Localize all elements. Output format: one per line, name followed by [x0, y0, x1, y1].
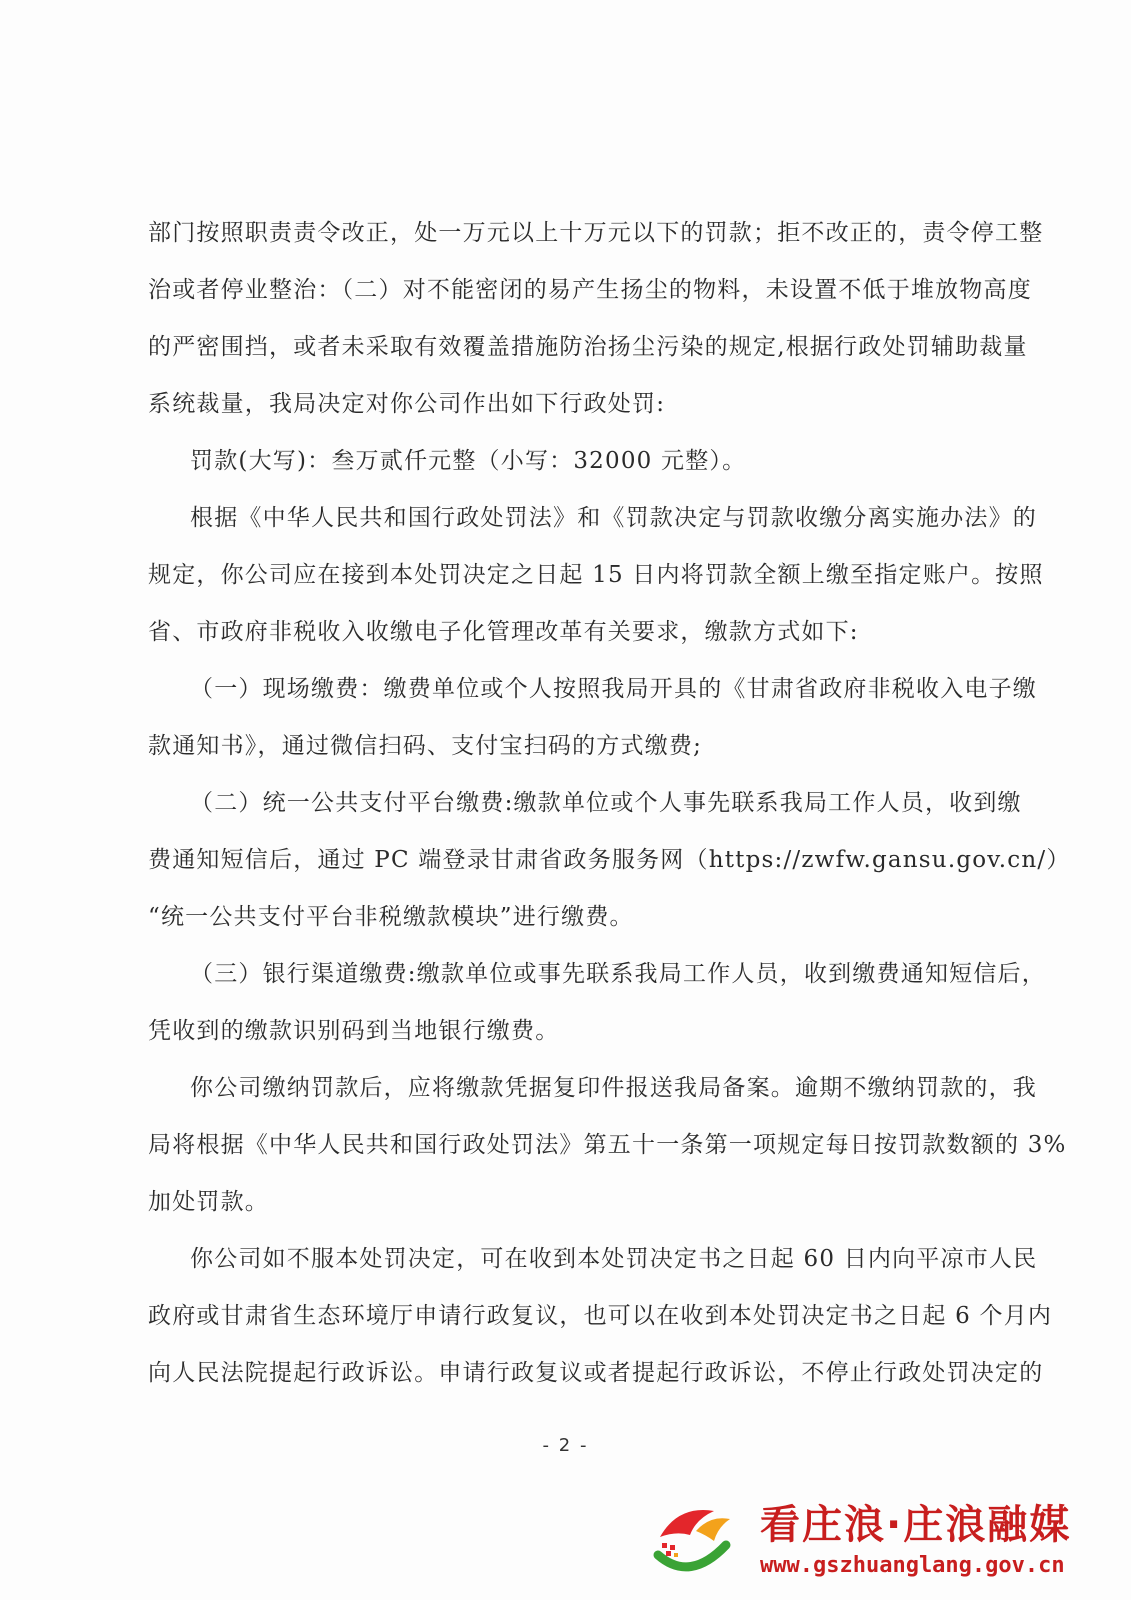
zhuanglang-media-logo-icon — [640, 1485, 740, 1585]
paragraph-line: 你公司如不服本处罚决定，可在收到本处罚决定书之日起 60 日内向平凉市人民 — [190, 1246, 1038, 1272]
paragraph-line: 凭收到的缴款识别码到当地银行缴费。 — [148, 1018, 560, 1044]
paragraph-line: 政府或甘肃省生态环境厅申请行政复议，也可以在收到本处罚决定书之日起 6 个月内 — [148, 1303, 1053, 1329]
paragraph-line: 系统裁量，我局决定对你公司作出如下行政处罚: — [148, 391, 666, 417]
paragraph-line: 向人民法院提起行政诉讼。申请行政复议或者提起行政诉讼，不停止行政处罚决定的 — [148, 1360, 1044, 1386]
media-watermark — [640, 1475, 1120, 1595]
page-number: - 2 - — [542, 1435, 589, 1456]
paragraph-line: 省、市政府非税收入收缴电子化管理改革有关要求，缴款方式如下: — [148, 619, 859, 645]
paragraph-line: 的严密围挡，或者未采取有效覆盖措施防治扬尘污染的规定,根据行政处罚辅助裁量 — [148, 334, 1028, 360]
fine-amount-line: 罚款(大写)：叁万贰仟元整（小写：32000 元整）。 — [190, 448, 747, 474]
payment-method-platform: （二）统一公共支付平台缴费:缴款单位或个人事先联系我局工作人员，收到缴 — [190, 790, 1022, 816]
payment-method-onsite: （一）现场缴费：缴费单位或个人按照我局开具的《甘肃省政府非税收入电子缴 — [190, 676, 1037, 702]
website-url: www.gszhuanglang.gov.cn — [760, 1553, 1065, 1578]
paragraph-line: 款通知书》，通过微信扫码、支付宝扫码的方式缴费; — [148, 733, 703, 759]
paragraph-line: 规定，你公司应在接到本处罚决定之日起 15 日内将罚款全额上缴至指定账户。按照 — [148, 562, 1044, 588]
paragraph-line: 部门按照职责责令改正，处一万元以上十万元以下的罚款；拒不改正的，责令停工整 — [148, 220, 1044, 246]
paragraph-line: “统一公共支付平台非税缴款模块”进行缴费。 — [148, 904, 634, 930]
paragraph-line: 你公司缴纳罚款后，应将缴款凭据复印件报送我局备案。逾期不缴纳罚款的，我 — [190, 1075, 1037, 1101]
paragraph-line: 治或者停业整治：（二）对不能密闭的易产生扬尘的物料，未设置不低于堆放物高度 — [148, 277, 1032, 303]
brand-name: 看庄浪·庄浪融媒 — [760, 1502, 1072, 1548]
paragraph-line: 加处罚款。 — [148, 1189, 269, 1215]
payment-method-bank: （三）银行渠道缴费:缴款单位或事先联系我局工作人员，收到缴费通知短信后， — [190, 961, 1046, 987]
paragraph-line: 根据《中华人民共和国行政处罚法》和《罚款决定与罚款收缴分离实施办法》的 — [190, 505, 1037, 531]
paragraph-line: 费通知短信后，通过 PC 端登录甘肃省政务服务网（https://zwfw.gansu.gov.cn/） — [148, 847, 1071, 873]
paragraph-line: 局将根据《中华人民共和国行政处罚法》第五十一条第一项规定每日按罚款数额的 3% — [148, 1132, 1067, 1158]
